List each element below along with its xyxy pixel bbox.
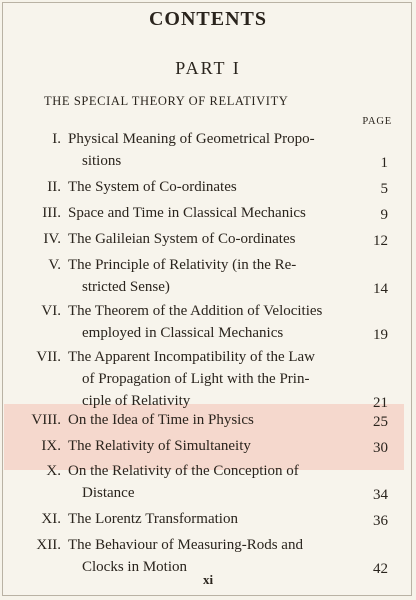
chapter-number: XI. bbox=[41, 511, 61, 527]
chapter-title-line: On the Idea of Time in Physics bbox=[68, 412, 254, 428]
chapter-title-line: stricted Sense) bbox=[82, 279, 170, 295]
chapter-number: V. bbox=[48, 257, 61, 273]
page-number: 42 bbox=[373, 561, 388, 577]
chapter-number: IV. bbox=[43, 231, 61, 247]
page-number: 34 bbox=[373, 487, 388, 503]
chapter-number: IX. bbox=[41, 438, 61, 454]
section-subtitle: THE SPECIAL THEORY OF RELATIVITY bbox=[44, 94, 289, 108]
contents-title: CONTENTS bbox=[148, 8, 268, 30]
page-number: 19 bbox=[373, 327, 388, 343]
chapter-number: VII. bbox=[36, 349, 61, 365]
chapter-title-line: The Galileian System of Co-ordinates bbox=[68, 231, 296, 247]
page-number: 1 bbox=[380, 155, 388, 171]
page-number: 25 bbox=[373, 414, 388, 430]
chapter-number: I. bbox=[52, 131, 61, 147]
chapter-title-line: The Lorentz Transformation bbox=[68, 511, 238, 527]
chapter-title-line: Clocks in Motion bbox=[82, 559, 188, 575]
chapter-title-line: The Theorem of the Addition of Velocities bbox=[68, 303, 323, 319]
page-number: 36 bbox=[373, 513, 388, 529]
chapter-title-line: sitions bbox=[82, 153, 122, 169]
chapter-number: II. bbox=[47, 179, 61, 195]
chapter-title-line: Physical Meaning of Geometrical Propo- bbox=[68, 131, 315, 147]
page-number: 9 bbox=[380, 207, 388, 223]
chapter-title-line: On the Relativity of the Conception of bbox=[68, 463, 299, 479]
chapter-title-line: employed in Classical Mechanics bbox=[82, 325, 284, 341]
chapter-title-line: The Principle of Relativity (in the Re- bbox=[68, 257, 297, 273]
page-number: 21 bbox=[373, 395, 388, 411]
chapter-number: X. bbox=[46, 463, 61, 479]
part-heading: PART I bbox=[175, 58, 241, 78]
page-column-label: PAGE bbox=[362, 116, 392, 127]
chapter-title-line: Space and Time in Classical Mechanics bbox=[68, 205, 306, 221]
chapter-title-line: The Relativity of Simultaneity bbox=[68, 438, 251, 454]
page-number-footer: xi bbox=[202, 572, 214, 587]
page-number: 12 bbox=[373, 233, 388, 249]
chapter-number: III. bbox=[42, 205, 61, 221]
chapter-title-line: Distance bbox=[82, 485, 135, 501]
chapter-title-line: The Apparent Incompatibility of the Law bbox=[68, 349, 316, 365]
chapter-title-line: ciple of Relativity bbox=[82, 393, 191, 409]
chapter-number: VIII. bbox=[31, 412, 61, 428]
chapter-title-line: The Behaviour of Measuring-Rods and bbox=[68, 537, 303, 553]
chapter-title-line: of Propagation of Light with the Prin- bbox=[82, 371, 310, 387]
chapter-number: XII. bbox=[36, 537, 61, 553]
chapter-title-line: The System of Co-ordinates bbox=[68, 179, 237, 195]
page-number: 5 bbox=[380, 181, 388, 197]
page bbox=[2, 2, 412, 596]
page-number: 30 bbox=[373, 440, 388, 456]
page-number: 14 bbox=[373, 281, 388, 297]
chapter-number: VI. bbox=[41, 303, 61, 319]
